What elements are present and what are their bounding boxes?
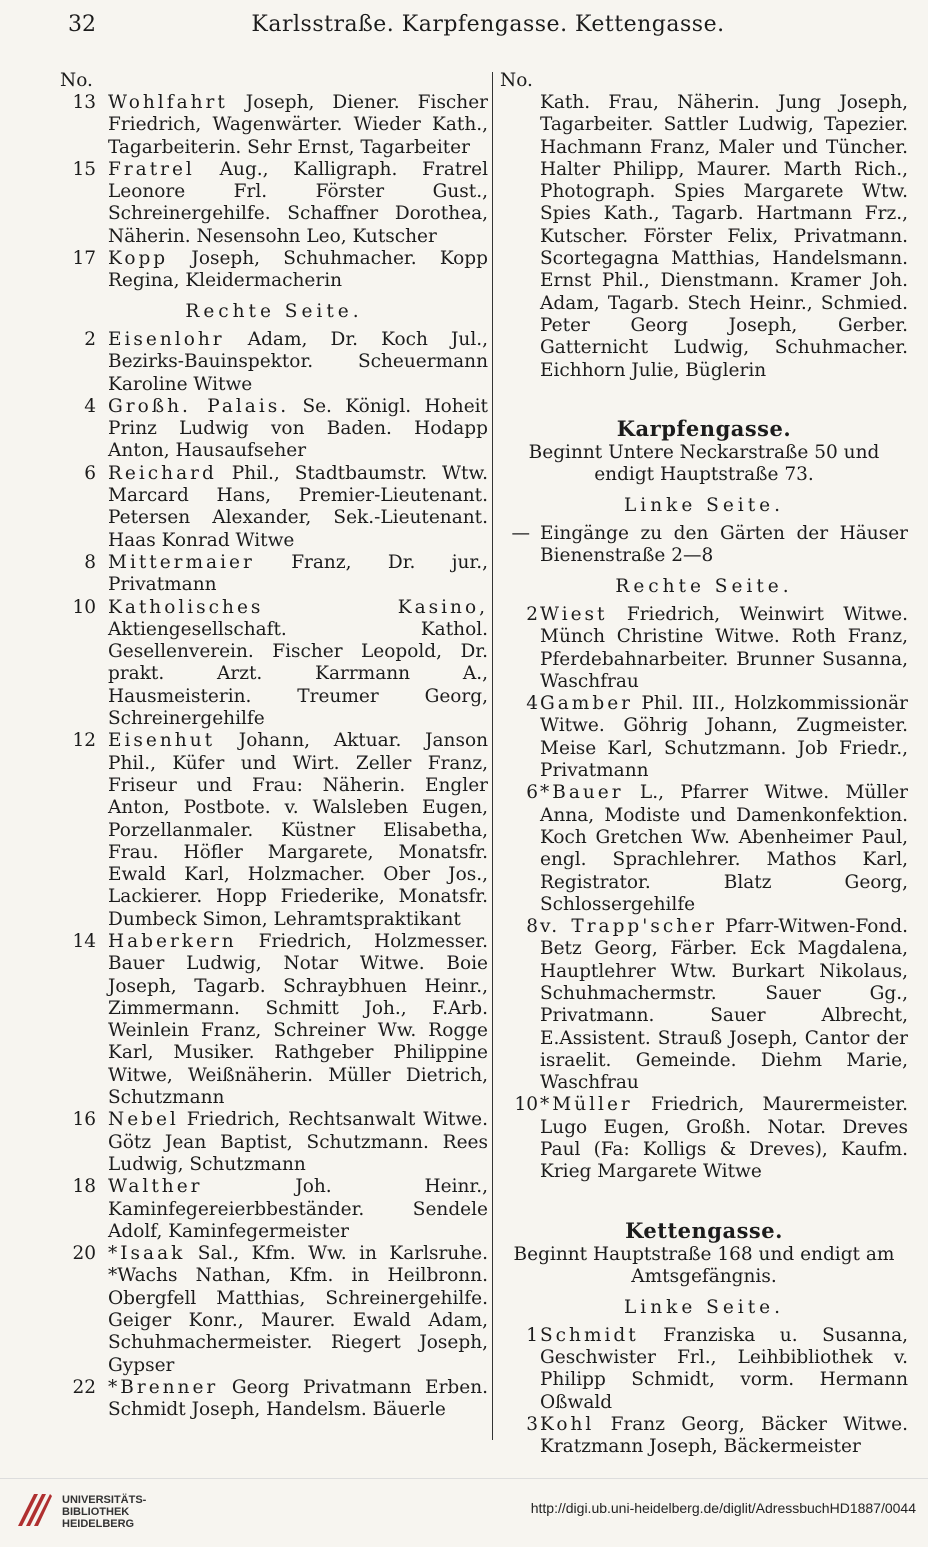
address-entry <box>60 1243 488 1377</box>
address-entry <box>60 552 488 597</box>
street-heading-kettengasse: Kettengasse. <box>625 1217 783 1243</box>
page-number: 32 <box>68 12 96 37</box>
address-entry <box>60 1377 488 1422</box>
entry-residents: Friedrich, Maurermeister. Lugo Eugen, Großh. Notar. Dreves Paul (Fa: Kolligs & Dreves), Kaufm. Krieg Margarete Witwe <box>540 1094 908 1183</box>
house-number: — <box>511 523 530 545</box>
house-number: 4 <box>84 395 96 417</box>
entry-text <box>540 693 908 782</box>
entry-text <box>540 523 908 568</box>
library-name-line-1: UNIVERSITÄTS- <box>62 1494 147 1506</box>
continuation-entry: Kath. Frau, Näherin. Jung Joseph, Tagarbeiter. Sattler Ludwig, Tapezier. Hachmann Franz, Maler und Tüncher. Halter Philipp, Maurer. Marth Rich., Photograph. Spies Margarete Wtw. Spies Kath., Tagarb. Hartmann Frz., Kutscher. Förster Felix, Privatmann. Scortegagna Matthias, Handelsmann. Ernst Phil., Dienstmann. Kramer Joh. Adam, Tagarb. Stech Heinr., Schmied. Peter Georg Joseph, Gerber. Gatternicht Ludwig, Schuhmacher. Eichhorn Julie, Büglerin <box>540 92 908 381</box>
house-number: 10 <box>72 596 96 618</box>
no-label: No. <box>500 70 533 91</box>
address-entry <box>60 396 488 463</box>
entry-residents: Eingänge zu den Gärten der Häuser Bienenstraße 2—8 <box>540 523 908 567</box>
entry-text <box>108 552 488 597</box>
section-heading-rechte-seite: Rechte Seite. <box>185 300 363 322</box>
entry-text <box>108 1377 488 1422</box>
house-number: 1 <box>526 1324 538 1346</box>
entry-text <box>540 1414 908 1459</box>
entry-text <box>540 604 908 693</box>
address-entry <box>60 463 488 552</box>
house-number: 3 <box>526 1414 538 1436</box>
entry-residents: Johann, Aktuar. Janson Phil., Küfer und Wirt. Zeller Franz, Friseur und Frau: Näherin. Engler Anton, Postbote. v. Walsleben Eugen, Porzellanmaler. Küstner Elisabetha, Frau. Höfler Margarete, Monatsfr. Ewald Karl, Holzmacher. Ober Jos., Lackierer. Hopp Friederike, Monatsfr. Dumbeck Simon, Lehramtspraktikant <box>108 730 488 930</box>
address-entry <box>60 1176 488 1243</box>
kettengasse-left-entries <box>500 1325 908 1459</box>
entry-text <box>540 1094 908 1183</box>
entry-lead-name: Eisenlohr <box>108 328 225 350</box>
library-name-line-3: HEIDELBERG <box>62 1518 135 1530</box>
entry-lead-name: Fratrel <box>108 158 195 180</box>
section-heading-rechte-seite: Rechte Seite. <box>615 575 793 597</box>
entry-lead-name: v. Trapp'scher <box>540 916 717 938</box>
house-number: 13 <box>72 92 96 113</box>
house-number: 6 <box>526 782 538 804</box>
house-number: 17 <box>72 248 96 270</box>
karpfengasse-right-entries <box>500 604 908 1184</box>
entry-residents: Se. Königl. Hoheit Prinz Ludwig von Baden. Hodapp Anton, Hausaufseher <box>108 395 488 462</box>
house-number: 10 <box>514 1094 538 1116</box>
entry-text <box>108 463 488 552</box>
entry-residents: Aug., Kalligraph. Fratrel Leonore Frl. Förster Gust., Schreinergehilfe. Schaffner Dorothea, Näherin. Nesensohn Leo, Kutscher <box>108 158 488 247</box>
address-entry <box>500 693 908 782</box>
entry-text <box>108 931 488 1109</box>
entry-residents: Franz, Dr. jur., Privatmann <box>108 551 488 596</box>
entry-text <box>108 159 488 248</box>
house-number: 18 <box>72 1176 96 1198</box>
entry-residents: Phil. III., Holzkommissionär Witwe. Göhrig Johann, Zugmeister. Meise Karl, Schutzmann. Job Friedr., Privatmann <box>540 693 908 782</box>
entry-residents: Friedrich, Weinwirt Witwe. Münch Christine Witwe. Roth Franz, Pferdebahnarbeiter. Brunner Susanna, Waschfrau <box>540 603 908 692</box>
left-column <box>60 70 488 1422</box>
entry-text <box>108 730 488 931</box>
address-entry <box>500 523 908 568</box>
entry-text <box>108 329 488 396</box>
entry-lead-name: Großh. Palais. <box>108 395 290 417</box>
house-number: 2 <box>526 603 538 625</box>
entry-lead-name: Kohl <box>540 1414 595 1436</box>
library-name-line-2: BIBLIOTHEK <box>62 1506 130 1518</box>
entry-lead-name: Mittermaier <box>108 551 255 573</box>
entry-lead-name: *Bauer <box>540 782 624 804</box>
entry-lead-name: *Isaak <box>108 1243 186 1265</box>
entry-lead-name: Eisenhut <box>108 730 216 752</box>
entry-residents: Sal., Kfm. Ww. in Karlsruhe. *Wachs Nathan, Kfm. in Heilbronn. Obergfell Matthias, Schreinergehilfe. Geiger Konr., Maurer. Ewald Adam, Schuhmachermeister. Riegert Joseph, Gypser <box>108 1243 488 1376</box>
page-title: Karlsstraße. Karpfengasse. Kettengasse. <box>251 12 725 37</box>
address-entry <box>500 1094 908 1183</box>
address-entry <box>500 1414 908 1459</box>
entry-text <box>540 1325 908 1414</box>
house-number: 12 <box>72 730 96 752</box>
house-number: 4 <box>526 693 538 715</box>
entry-residents: Joh. Heinr., Kaminfegereierbbeständer. Sendele Adolf, Kaminfegermeister <box>108 1176 488 1242</box>
entry-lead-name: Schmidt <box>540 1324 639 1346</box>
address-entry <box>60 931 488 1109</box>
entry-residents: Friedrich, Rechtsanwalt Witwe. Götz Jean Baptist, Schutzmann. Rees Ludwig, Schutzmann <box>108 1109 488 1175</box>
house-number: 15 <box>72 158 96 180</box>
house-number: 22 <box>72 1376 96 1398</box>
left-entries-top <box>60 92 488 293</box>
entry-residents: Adam, Dr. Koch Jul., Bezirks-Bauinspektor. Scheuermann Karoline Witwe <box>108 328 488 395</box>
address-entry <box>60 92 488 159</box>
section-heading-linke-seite: Linke Seite. <box>624 494 784 516</box>
entry-lead-name: Kopp <box>108 248 169 270</box>
street-heading-karpfengasse: Karpfengasse. <box>616 415 792 441</box>
entry-lead-name: Nebel <box>108 1109 179 1131</box>
address-entry <box>60 329 488 396</box>
karpfengasse-left-entries <box>500 523 908 568</box>
address-entry <box>500 916 908 1094</box>
entry-text <box>108 396 488 463</box>
entry-residents: L., Pfarrer Witwe. Müller Anna, Modiste und Damenkonfektion. Koch Gretchen Ww. Abenheimer Paul, engl. Sprachlehrer. Mathos Karl, Registrator. Blatz Georg, Schlossergehilfe <box>540 782 908 915</box>
left-entries <box>60 329 488 1422</box>
entry-residents: Franziska u. Susanna, Geschwister Frl., Leihbibliothek v. Philipp Schmidt, vorm. Hermann Oßwald <box>540 1324 908 1413</box>
address-entry <box>500 782 908 916</box>
address-entry <box>500 1325 908 1414</box>
house-number: 20 <box>72 1243 96 1265</box>
footer <box>0 1478 928 1538</box>
entry-residents: Joseph, Diener. Fischer Friedrich, Wagenwärter. Wieder Kath., Tagarbeiterin. Sehr Ernst, Tagarbeiter <box>108 92 488 158</box>
entry-residents: Friedrich, Holzmesser. Bauer Ludwig, Notar Witwe. Boie Joseph, Tagarb. Schraybhuen Heinr., Zimmermann. Schmitt Joh., F.Arb. Weinlein Franz, Schreiner Ww. Rogge Karl, Musiker. Rathgeber Philippine Witwe, Weißnäherin. Müller Dietrich, Schutzmann <box>108 930 488 1109</box>
house-number: 16 <box>72 1109 96 1131</box>
street-begin-kettengasse: Beginnt Hauptstraße 168 und endigt am Amtsgefängnis. <box>513 1243 895 1288</box>
entry-lead-name: Walther <box>108 1176 203 1198</box>
house-number: 6 <box>84 462 96 484</box>
section-heading-linke-seite: Linke Seite. <box>624 1296 784 1318</box>
entry-residents: Franz Georg, Bäcker Witwe. Kratzmann Joseph, Bäckermeister <box>540 1414 908 1458</box>
address-entry <box>60 159 488 248</box>
no-label: No. <box>60 70 93 91</box>
entry-residents: Phil., Stadtbaumstr. Wtw. Marcard Hans, Premier-Lieutenant. Petersen Alexander, Sek.-Lieutenant. Haas Konrad Witwe <box>108 462 488 551</box>
page-header <box>68 10 908 44</box>
entry-residents: Georg Privatmann Erben. Schmidt Joseph, Handelsm. Bäuerle <box>108 1376 488 1421</box>
entry-text <box>108 92 488 159</box>
address-entry <box>60 597 488 731</box>
library-name <box>62 1494 146 1530</box>
entry-lead-name: Wiest <box>540 603 608 625</box>
column-divider <box>492 72 493 1440</box>
house-number: 2 <box>84 328 96 350</box>
house-number: 8 <box>526 916 538 938</box>
entry-lead-name: Katholisches Kasino, <box>108 596 488 618</box>
entry-residents: Pfarr-Witwen-Fond. Betz Georg, Färber. Eck Magdalena, Hauptlehrer Wtw. Burkart Nikolaus, Schuhmachermstr. Sauer Gg., Privatmann. Sauer Albrecht, E.Assistent. Strauß Joseph, Cantor der israelit. Gemeinde. Diehm Marie, Waschfrau <box>540 916 908 1094</box>
entry-text <box>540 916 908 1094</box>
university-library-logo-icon <box>12 1488 56 1532</box>
entry-residents: Aktiengesellschaft. Kathol. Gesellenverein. Fischer Leopold, Dr. prakt. Arzt. Karrmann A., Hausmeisterin. Treumer Georg, Schreinergehilfe <box>108 618 488 730</box>
street-begin-karpfengasse: Beginnt Untere Neckarstraße 50 und endigt Hauptstraße 73. <box>528 442 880 486</box>
right-column <box>500 70 908 1459</box>
address-entry <box>60 730 488 931</box>
address-entry <box>60 1109 488 1176</box>
entry-text <box>540 782 908 916</box>
entry-text <box>108 1243 488 1377</box>
house-number: 8 <box>84 551 96 573</box>
entry-text <box>108 597 488 731</box>
entry-lead-name: Gamber <box>540 693 633 715</box>
entry-lead-name: Reichard <box>108 462 217 484</box>
entry-lead-name: Wohlfahrt <box>108 92 228 113</box>
entry-text <box>108 1176 488 1243</box>
entry-lead-name: *Müller <box>540 1094 633 1116</box>
entry-residents: Joseph, Schuhmacher. Kopp Regina, Kleidermacherin <box>108 248 488 292</box>
entry-text <box>108 1109 488 1176</box>
entry-text <box>108 248 488 293</box>
entry-lead-name: Haberkern <box>108 930 237 952</box>
address-entry <box>500 604 908 693</box>
house-number: 14 <box>72 930 96 952</box>
entry-lead-name: *Brenner <box>108 1376 219 1398</box>
source-url[interactable]: http://digi.ub.uni-heidelberg.de/diglit/AdressbuchHD1887/0044 <box>530 1500 916 1516</box>
address-entry <box>60 248 488 293</box>
